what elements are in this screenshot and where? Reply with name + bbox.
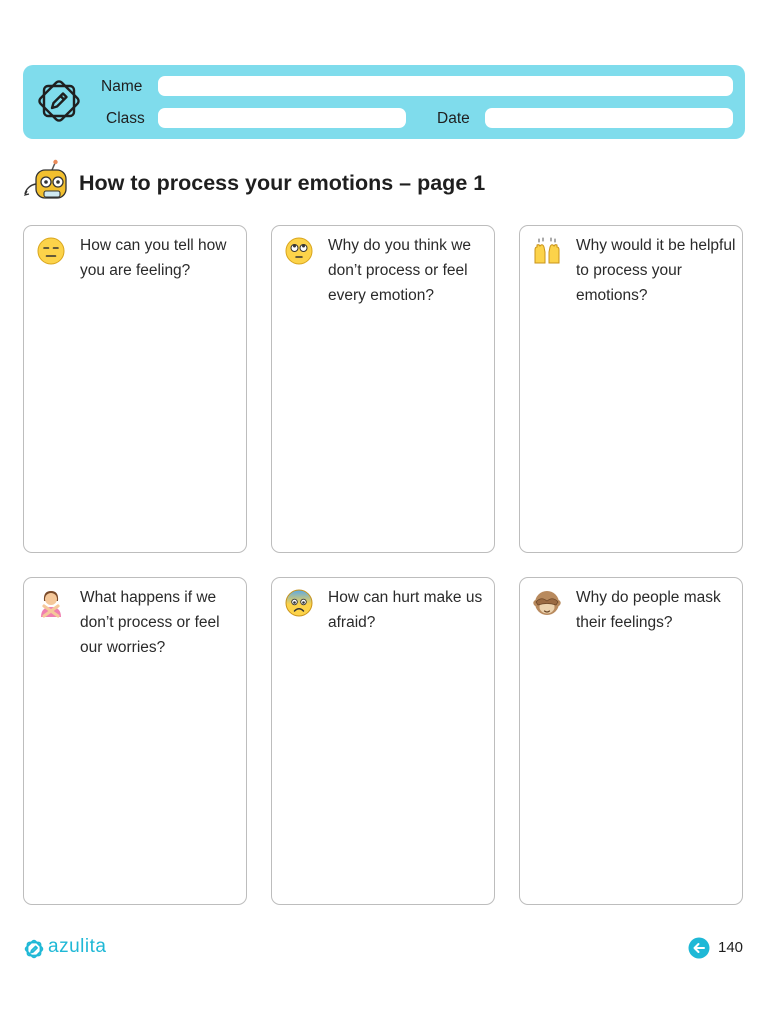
class-field[interactable]	[158, 108, 406, 128]
date-field[interactable]	[485, 108, 733, 128]
name-label: Name	[101, 78, 143, 95]
raised-hands-icon	[532, 236, 562, 266]
page-navigation	[688, 937, 748, 961]
azulita-logo-icon	[23, 938, 45, 960]
question-card-4[interactable]	[23, 577, 247, 905]
question-card-5[interactable]	[271, 577, 495, 905]
question-text: How can hurt make us afraid?	[328, 589, 483, 631]
see-no-evil-monkey-icon	[532, 588, 562, 618]
brand-name: azulita	[48, 936, 107, 957]
question-text: Why do people mask their feelings?	[576, 589, 721, 631]
name-field[interactable]	[158, 76, 733, 96]
question-text: What happens if we don’t process or feel our worries?	[80, 589, 220, 656]
question-card-6[interactable]	[519, 577, 743, 905]
neutral-face-icon	[36, 236, 66, 266]
header-banner	[23, 65, 745, 139]
question-card-2[interactable]	[271, 225, 495, 553]
robot-icon	[22, 158, 70, 206]
fearful-face-icon	[284, 588, 314, 618]
question-text: Why would it be helpful to process your emotions?	[576, 237, 736, 304]
crossed-arms-person-icon	[36, 588, 66, 618]
brand-logo	[23, 936, 153, 962]
question-text: Why do you think we don’t process or feel every emotion?	[328, 237, 472, 304]
page-title: How to process your emotions – page 1	[79, 171, 486, 195]
back-arrow-icon[interactable]	[688, 937, 710, 959]
class-label: Class	[106, 110, 145, 127]
title-row	[22, 158, 722, 208]
page-number: 140	[718, 939, 744, 956]
date-label: Date	[437, 110, 470, 127]
pencil-badge-icon	[33, 75, 85, 127]
eye-roll-face-icon	[284, 236, 314, 266]
question-card-1[interactable]	[23, 225, 247, 553]
question-text: How can you tell how you are feeling?	[80, 237, 227, 279]
question-card-3[interactable]	[519, 225, 743, 553]
